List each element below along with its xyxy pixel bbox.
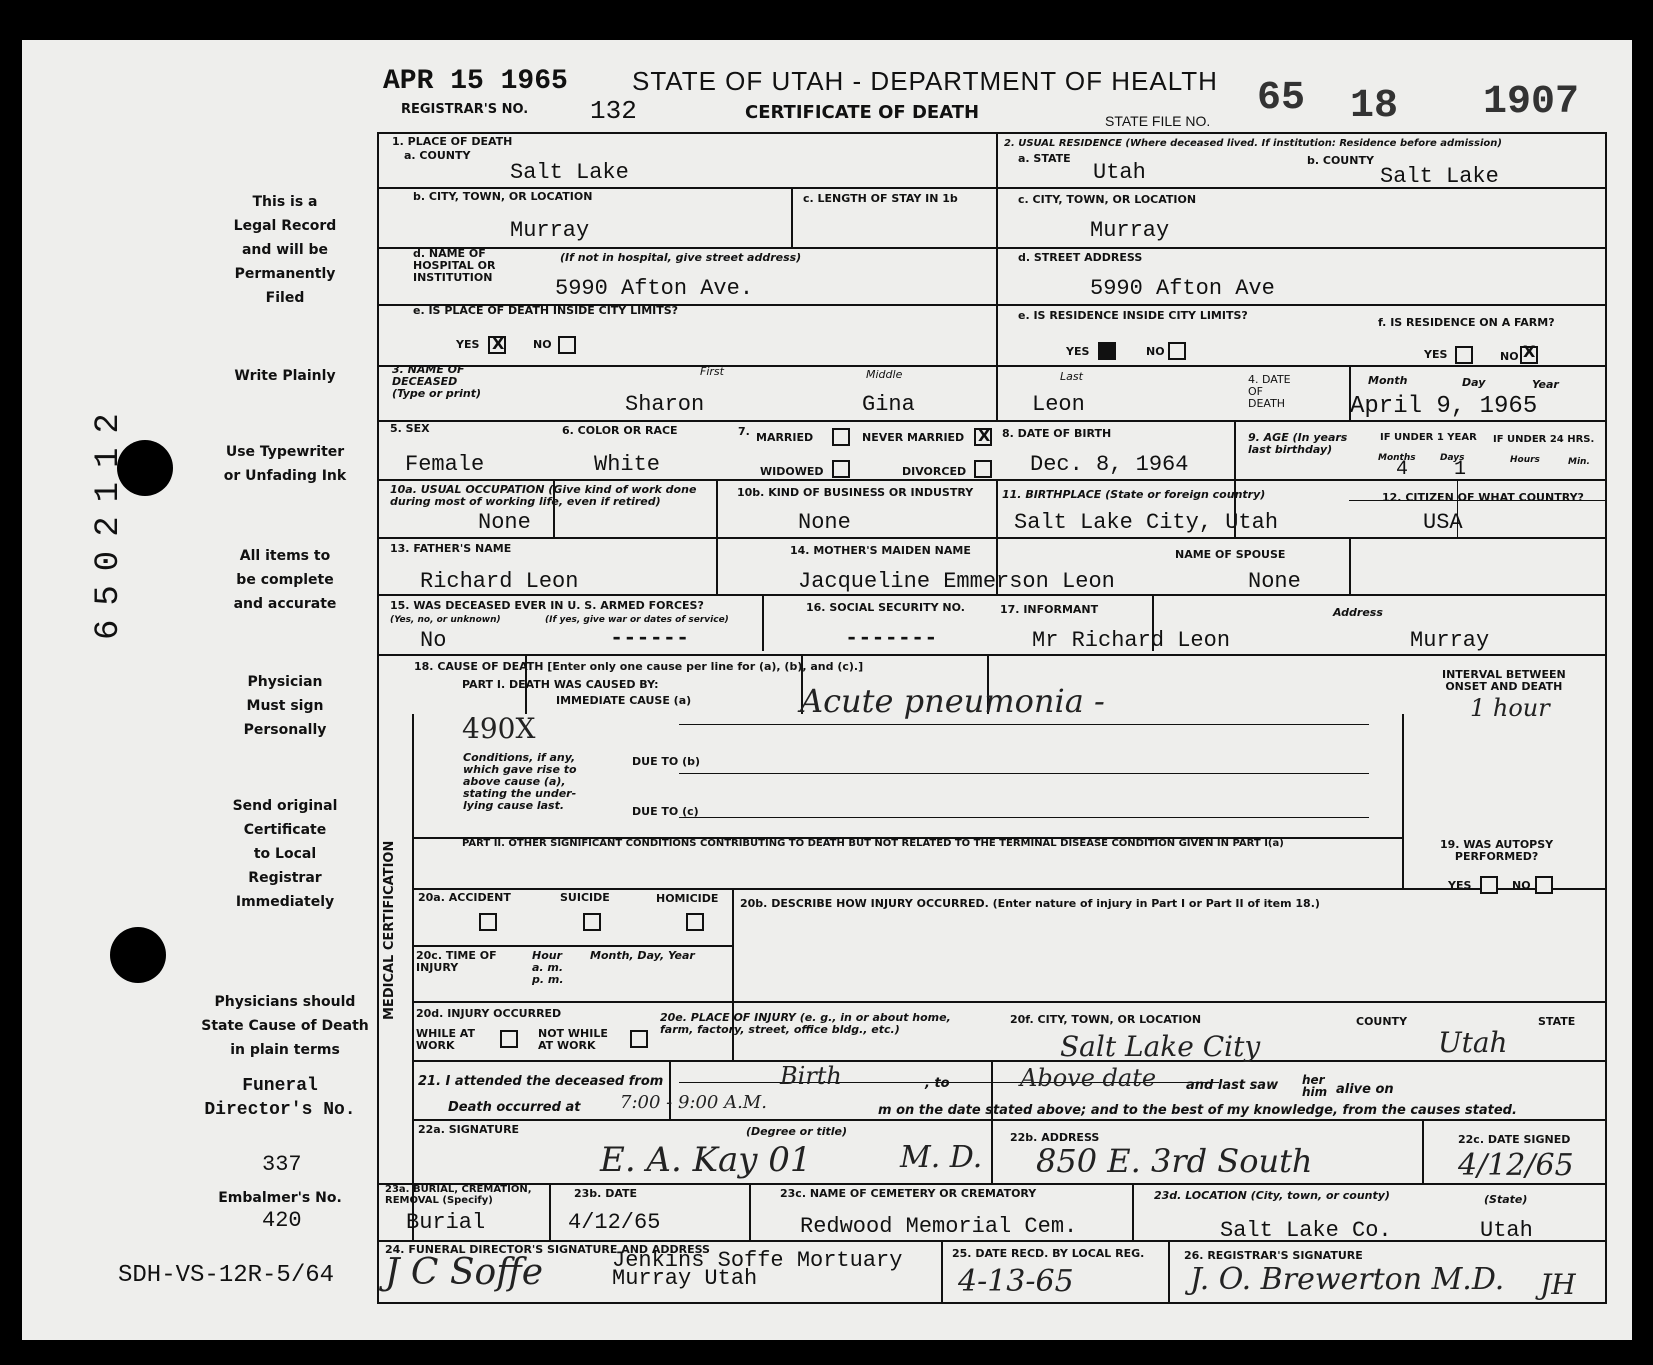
value-disposition: Burial <box>406 1210 486 1235</box>
label-res-inside-city: e. IS RESIDENCE INSIDE CITY LIMITS? <box>1018 309 1248 322</box>
label-yes-1e: YES <box>456 338 480 351</box>
checkbox-1e-no[interactable] <box>558 336 576 354</box>
value-middle-name: Gina <box>862 392 915 417</box>
value-last-name: Leon <box>1032 392 1085 417</box>
label-dod-year: Year <box>1532 378 1559 391</box>
checkbox-2e-no[interactable] <box>1168 342 1186 360</box>
label-under-1-year: IF UNDER 1 YEAR <box>1380 432 1477 443</box>
label-usual-residence: 2. USUAL RESIDENCE (Where deceased lived. If institution: Residence before admission) <box>1004 138 1502 149</box>
check-mark-1e-yes: X <box>492 334 505 353</box>
label-injury-county: COUNTY <box>1356 1015 1408 1028</box>
value-cause-a: Acute pneumonia - <box>800 682 1105 720</box>
value-injury-city: Salt Lake City <box>1060 1030 1261 1063</box>
value-spouse: None <box>1248 569 1301 594</box>
form-code: SDH-VS-12R-5/64 <box>118 1262 335 1289</box>
label-yes-2f: YES <box>1424 348 1448 361</box>
checkbox-accident[interactable] <box>479 913 497 931</box>
label-armed-note: (Yes, no, or unknown) <box>390 615 501 625</box>
value-funeral-name: Jenkins Soffe Mortuary <box>612 1248 903 1273</box>
label-months: Months <box>1378 453 1416 463</box>
value-burial-location: Salt Lake Co. <box>1220 1218 1392 1243</box>
label-place-of-injury: 20e. PLACE OF INJURY (e. g., in or about home, farm, factory, street, office bldg., etc.) <box>660 1011 951 1036</box>
label-attended: 21. I attended the deceased from <box>418 1074 664 1089</box>
label-name-of-deceased: 3. NAME OF DECEASED (Type or print) <box>392 363 482 400</box>
label-res-state: a. STATE <box>1018 152 1071 165</box>
label-disposition: 23a. BURIAL, CREMATION, REMOVAL (Specify) <box>385 1184 532 1206</box>
sidebar-complete: All items to be complete and accurate <box>233 548 337 612</box>
sidebar-legal-note: This is a Legal Record and will be Permanently Filed <box>233 194 337 306</box>
label-injury-state: STATE <box>1538 1015 1576 1028</box>
label-part1: PART I. DEATH WAS CAUSED BY: <box>462 678 659 691</box>
value-res-city: Murray <box>1090 218 1170 243</box>
label-death-occurred-at: Death occurred at <box>448 1100 581 1115</box>
label-res-street: d. STREET ADDRESS <box>1018 251 1143 264</box>
embalmer-label: Embalmer's No. <box>218 1190 342 1206</box>
value-registrar-signature: J. O. Brewerton M.D. <box>1190 1262 1505 1297</box>
value-armed-forces: No <box>420 628 447 653</box>
value-injury-county: Utah <box>1438 1026 1508 1059</box>
label-under-24-hrs: IF UNDER 24 HRS. <box>1493 434 1595 445</box>
checkbox-2f-yes[interactable] <box>1455 346 1473 364</box>
value-ssn: ------- <box>845 626 938 651</box>
check-mark-never-married: X <box>978 426 991 445</box>
label-widowed: WIDOWED <box>760 465 824 478</box>
state-file-no-b: 18 <box>1350 84 1399 129</box>
label-dod-month: Month <box>1368 374 1408 387</box>
value-war-dates: ------ <box>610 626 690 651</box>
label-while-at-work: WHILE AT WORK <box>416 1027 475 1052</box>
label-medical-certification: MEDICAL CERTIFICATION <box>382 840 397 1020</box>
label-ssn: 16. SOCIAL SECURITY NO. <box>806 601 965 614</box>
label-dod-day: Day <box>1462 376 1486 389</box>
label-interval: INTERVAL BETWEEN ONSET AND DEATH <box>1442 668 1566 693</box>
label-last-saw: and last saw <box>1186 1078 1279 1093</box>
value-hospital: 5990 Afton Ave. <box>555 276 754 301</box>
sidebar-write-plainly: Write Plainly <box>234 368 336 384</box>
label-burial-state-paren: (State) <box>1484 1193 1528 1206</box>
value-date-of-death: April 9, 1965 <box>1350 393 1538 420</box>
label-inside-city: e. IS PLACE OF DEATH INSIDE CITY LIMITS? <box>413 304 679 317</box>
label-degree: (Degree or title) <box>746 1125 848 1138</box>
label-min: Min. <box>1568 457 1590 467</box>
value-race: White <box>594 452 661 477</box>
checkbox-widowed[interactable] <box>832 460 850 478</box>
checkbox-homicide[interactable] <box>686 913 704 931</box>
label-funeral-director: 24. FUNERAL DIRECTOR'S SIGNATURE AND ADDRESS <box>385 1243 710 1256</box>
label-mother: 14. MOTHER'S MAIDEN NAME <box>790 544 971 557</box>
label-no-1e: NO <box>533 338 552 351</box>
value-age-months: 4 <box>1396 458 1409 481</box>
label-hospital-note: (If not in hospital, give street address) <box>560 251 802 264</box>
label-autopsy-yes: YES <box>1448 879 1472 892</box>
value-citizen: USA <box>1423 510 1463 535</box>
label-married: MARRIED <box>756 431 814 444</box>
checkbox-2e-yes[interactable] <box>1098 342 1116 360</box>
sidebar-physician: Physician Must sign Personally <box>243 674 327 738</box>
label-due-to-c: DUE TO (c) <box>632 805 699 818</box>
value-attended-to: Above date <box>1020 1064 1157 1092</box>
value-birthplace: Salt Lake City, Utah <box>1014 510 1279 535</box>
label-month-day-year: Month, Day, Year <box>590 949 695 962</box>
vertical-number: 6502112 <box>90 399 128 640</box>
label-occupation: 10a. USUAL OCCUPATION (Give kind of work done during most of working life, even if retired) <box>390 483 697 508</box>
label-res-city: c. CITY, TOWN, OR LOCATION <box>1018 193 1197 206</box>
label-autopsy: 19. WAS AUTOPSY PERFORMED? <box>1440 838 1554 863</box>
label-due-to-b: DUE TO (b) <box>632 755 701 768</box>
label-no-2e: NO <box>1146 345 1165 358</box>
registrar-no: 132 <box>590 96 637 126</box>
label-describe-injury: 20b. DESCRIBE HOW INJURY OCCURRED. (Enter nature of injury in Part I or Part II of item 18.) <box>740 897 1320 910</box>
label-armed-forces: 15. WAS DECEASED EVER IN U. S. ARMED FORCES? <box>390 599 704 612</box>
label-days: Days <box>1440 453 1465 463</box>
label-res-farm: f. IS RESIDENCE ON A FARM? <box>1378 316 1555 329</box>
label-last: Last <box>1060 370 1083 383</box>
embalmer-no: 420 <box>262 1208 302 1233</box>
value-funeral-signature: J C Soffe <box>385 1252 544 1293</box>
label-date-received: 25. DATE RECD. BY LOCAL REG. <box>952 1247 1145 1260</box>
label-burial-date: 23b. DATE <box>574 1187 637 1200</box>
label-her-him: her him <box>1302 1073 1328 1099</box>
label-birthplace: 11. BIRTHPLACE (State or foreign country) <box>1002 488 1266 501</box>
label-sex: 5. SEX <box>390 422 430 435</box>
sidebar-cause-plain: Physicians should State Cause of Death in plain terms <box>201 994 369 1058</box>
label-county: a. COUNTY <box>404 149 471 162</box>
value-date-of-birth: Dec. 8, 1964 <box>1030 452 1189 477</box>
label-hospital: d. NAME OF HOSPITAL OR INSTITUTION <box>413 247 496 284</box>
state-file-no-c: 1907 <box>1483 80 1580 125</box>
punch-hole-bottom <box>110 927 166 983</box>
label-suicide: SUICIDE <box>560 891 610 904</box>
label-conditions: Conditions, if any, which gave rise to above cause (a), stating the under- lying cause last. <box>463 751 577 812</box>
value-physician-address: 850 E. 3rd South <box>1036 1142 1313 1180</box>
value-first-name: Sharon <box>625 392 705 417</box>
label-first: First <box>700 365 724 378</box>
value-clerk-initials: JH <box>1540 1268 1576 1301</box>
value-age-days: 1 <box>1454 458 1467 481</box>
label-divorced: DIVORCED <box>902 465 967 478</box>
value-physician-signature: E. A. Kay 01 <box>600 1140 812 1180</box>
value-date-received: 4-13-65 <box>958 1264 1074 1299</box>
sidebar-typewriter: Use Typewriter or Unfading Ink <box>223 444 347 484</box>
label-not-while-at-work: NOT WHILE AT WORK <box>538 1027 608 1052</box>
label-accident: 20a. ACCIDENT <box>418 891 511 904</box>
value-cemetery: Redwood Memorial Cem. <box>800 1214 1078 1239</box>
value-attended-from: Birth <box>780 1062 842 1090</box>
value-res-state: Utah <box>1093 160 1146 185</box>
label-date-signed: 22c. DATE SIGNED <box>1458 1133 1571 1146</box>
label-homicide: HOMICIDE <box>656 892 719 905</box>
label-signature: 22a. SIGNATURE <box>418 1123 520 1136</box>
value-business: None <box>798 510 851 535</box>
label-length-of-stay: c. LENGTH OF STAY IN 1b <box>803 192 958 205</box>
registrar-label: REGISTRAR'S NO. <box>401 102 529 117</box>
value-father: Richard Leon <box>420 569 579 594</box>
value-county: Salt Lake <box>510 160 629 185</box>
label-never-married: NEVER MARRIED <box>862 431 965 444</box>
label-date-of-death: 4. DATE OF DEATH <box>1248 373 1291 410</box>
label-informant: 17. INFORMANT <box>1000 603 1099 616</box>
label-business: 10b. KIND OF BUSINESS OR INDUSTRY <box>737 486 974 499</box>
label-burial-location: 23d. LOCATION (City, town, or county) <box>1154 1189 1390 1202</box>
label-yes-2e: YES <box>1066 345 1090 358</box>
value-physician-degree: M. D. <box>900 1140 983 1175</box>
label-on-date-stated: m on the date stated above; and to the best of my knowledge, from the causes stated. <box>878 1103 1517 1118</box>
value-funeral-city: Murray Utah <box>612 1266 758 1291</box>
label-middle: Middle <box>866 368 903 381</box>
value-burial-date: 4/12/65 <box>568 1210 661 1235</box>
funeral-director-no: 337 <box>262 1152 302 1177</box>
label-war-note: (If yes, give war or dates of service) <box>545 615 729 625</box>
check-mark-2f-no: X <box>1523 342 1536 361</box>
label-date-of-birth: 8. DATE OF BIRTH <box>1002 427 1112 440</box>
value-death-time: 7:00 - 9:00 A.M. <box>620 1092 767 1113</box>
label-injury-city: 20f. CITY, TOWN, OR LOCATION <box>1010 1013 1202 1026</box>
value-informant-address: Murray <box>1410 628 1490 653</box>
label-to: , to <box>925 1076 950 1091</box>
label-cemetery: 23c. NAME OF CEMETERY OR CREMATORY <box>780 1187 1037 1200</box>
label-registrar-signature: 26. REGISTRAR'S SIGNATURE <box>1184 1249 1363 1262</box>
funeral-director-label: Funeral Director's No. <box>204 1076 356 1120</box>
checkbox-autopsy-no[interactable] <box>1535 876 1553 894</box>
label-father: 13. FATHER'S NAME <box>390 542 512 555</box>
label-hour: Hour a. m. p. m. <box>532 949 564 986</box>
label-injury-occurred: 20d. INJURY OCCURRED <box>416 1007 562 1020</box>
date-stamp: APR 15 1965 <box>383 66 568 97</box>
label-res-county: b. COUNTY <box>1307 154 1374 167</box>
value-sex: Female <box>405 452 485 477</box>
checkbox-married[interactable] <box>832 428 850 446</box>
label-time-of-injury: 20c. TIME OF INJURY <box>416 949 497 974</box>
label-spouse: NAME OF SPOUSE <box>1175 548 1286 561</box>
label-alive-on: alive on <box>1336 1082 1394 1097</box>
checkbox-autopsy-yes[interactable] <box>1480 876 1498 894</box>
value-burial-state: Utah <box>1480 1218 1533 1243</box>
label-cause-of-death: 18. CAUSE OF DEATH [Enter only one cause per line for (a), (b), and (c).] <box>414 660 864 673</box>
state-title: STATE OF UTAH - DEPARTMENT OF HEALTH <box>632 66 1218 96</box>
label-hours: Hours <box>1510 455 1540 465</box>
value-date-signed: 4/12/65 <box>1458 1148 1574 1183</box>
checkbox-divorced[interactable] <box>974 460 992 478</box>
value-interval: 1 hour <box>1470 694 1550 722</box>
checkbox-suicide[interactable] <box>583 913 601 931</box>
value-res-county: Salt Lake <box>1380 164 1499 189</box>
checkbox-while-at-work[interactable] <box>500 1030 518 1048</box>
state-file-label: STATE FILE NO. <box>1105 113 1211 129</box>
label-age: 9. AGE (In years last birthday) <box>1248 431 1348 456</box>
label-citizen: 12. CITIZEN OF WHAT COUNTRY? <box>1382 491 1584 504</box>
label-informant-address: Address <box>1333 606 1383 619</box>
value-mother: Jacqueline Emmerson Leon <box>798 569 1115 594</box>
value-cause-code: 490X <box>462 712 536 745</box>
state-file-no-a: 65 <box>1257 76 1306 121</box>
value-occupation: None <box>478 510 531 535</box>
label-no-2f: NO <box>1500 350 1519 363</box>
checkbox-not-at-work[interactable] <box>630 1030 648 1048</box>
label-place-of-death: 1. PLACE OF DEATH <box>392 135 513 148</box>
label-autopsy-no: NO <box>1512 879 1531 892</box>
label-immediate-cause: IMMEDIATE CAUSE (a) <box>556 694 692 707</box>
label-marital: 7. <box>738 425 750 438</box>
sidebar-send-original: Send original Certificate to Local Registrar Immediately <box>232 798 338 910</box>
value-informant: Mr Richard Leon <box>1032 628 1231 653</box>
label-race: 6. COLOR OR RACE <box>562 424 678 437</box>
certificate-title: CERTIFICATE OF DEATH <box>745 102 980 123</box>
label-city: b. CITY, TOWN, OR LOCATION <box>413 190 593 203</box>
value-res-street: 5990 Afton Ave <box>1090 276 1275 301</box>
label-physician-address: 22b. ADDRESS <box>1010 1131 1100 1144</box>
value-city: Murray <box>510 218 590 243</box>
label-part2: PART II. OTHER SIGNIFICANT CONDITIONS CONTRIBUTING TO DEATH BUT NOT RELATED TO THE TERMINAL DISEASE CONDITION GIVEN IN PART I(a) <box>462 838 1284 849</box>
